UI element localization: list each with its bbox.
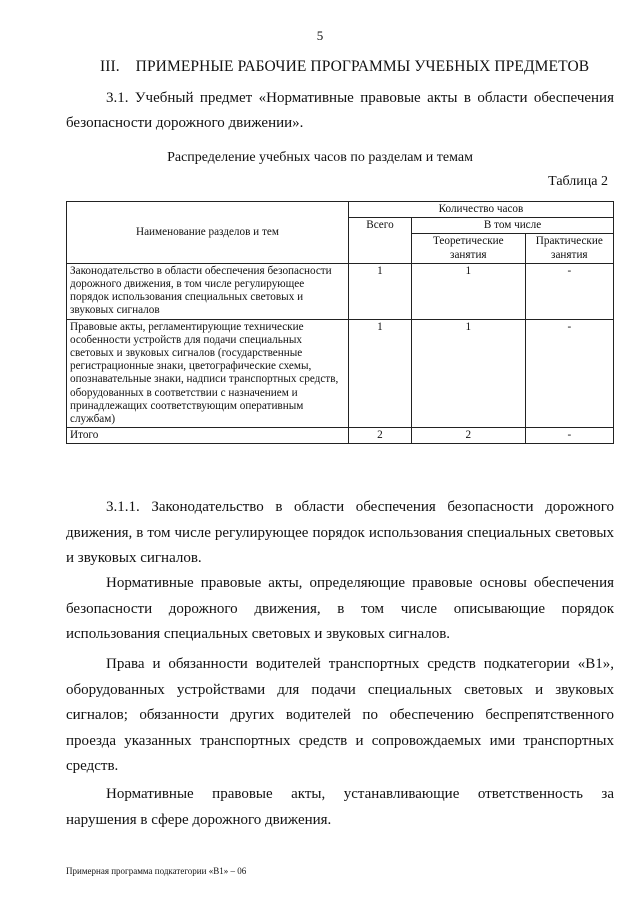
table-row [67,263,614,319]
paragraph [66,782,614,833]
subject-heading: 3.1. Учебный предмет «Нормативные правовые акты в области обеспечения безопасности дорожного движении». [66,90,614,131]
paragraph [66,652,614,780]
row-name: Законодательство в области обеспечения безопасности дорожного движения, в том числе регулирующее порядок использования специальных световых и звуковых сигналов [67,263,349,319]
row-practice: - [525,263,613,319]
table-label: Таблица 2 [548,174,608,189]
paragraph [66,495,614,572]
total-label: Итого [67,428,349,444]
row-theory: 1 [412,319,526,428]
header-including: В том числе [412,218,614,234]
header-practice: Практические занятия [525,234,613,263]
table-row [67,319,614,428]
section-title: III. ПРИМЕРНЫЕ РАБОЧИЕ ПРОГРАММЫ УЧЕБНЫХ ПРЕДМЕТОВ [100,58,590,75]
hours-table [66,201,614,444]
total-theory: 2 [412,428,526,444]
total-practice: - [525,428,613,444]
paragraph-text: Права и обязанности водителей транспортных средств подкатегории «B1», оборудованных устройствами для подачи специальных световых и звуковых сигналов; обязанности других водителей по обеспечению беспрепятственного проезда указанных транспортных средств и сопровождаемых ими транспортных средств. [66,656,614,774]
header-name: Наименование разделов и тем [67,202,349,264]
row-total: 1 [348,319,411,428]
header-theory: Теоретические занятия [412,234,526,263]
page-number: 5 [316,28,324,43]
header-hours: Количество часов [348,202,613,218]
paragraph-text: 3.1.1. Законодательство в области обеспечения безопасности дорожного движения, в том числе регулирующее порядок использования специальных световых и звуковых сигналов. [66,499,614,566]
row-name: Правовые акты, регламентирующие технические особенности устройств для подачи специальных световых и звуковых сигналов (государственные регистрационные знаки, цветографические схемы, опознавательные знаки, надписи транспортных средств, оборудованных в соответствии с назначением и принадлежащих соответствующим оперативным службам) [67,319,349,428]
paragraph-text: Нормативные правовые акты, определяющие правовые основы обеспечения безопасности дорожного движения, в том числе описывающие порядок использования специальных световых и звуковых сигналов. [66,575,614,642]
paragraph [66,571,614,648]
row-total: 1 [348,263,411,319]
table-caption: Распределение учебных часов по разделам и темам [167,150,473,165]
total-total: 2 [348,428,411,444]
row-practice: - [525,319,613,428]
paragraph-text: Нормативные правовые акты, устанавливающие ответственность за нарушения в сфере дорожного движения. [66,786,614,828]
row-theory: 1 [412,263,526,319]
total-row [67,428,614,444]
footer: Примерная программа подкатегории «B1» – 06 [66,866,247,876]
header-total: Всего [348,218,411,264]
